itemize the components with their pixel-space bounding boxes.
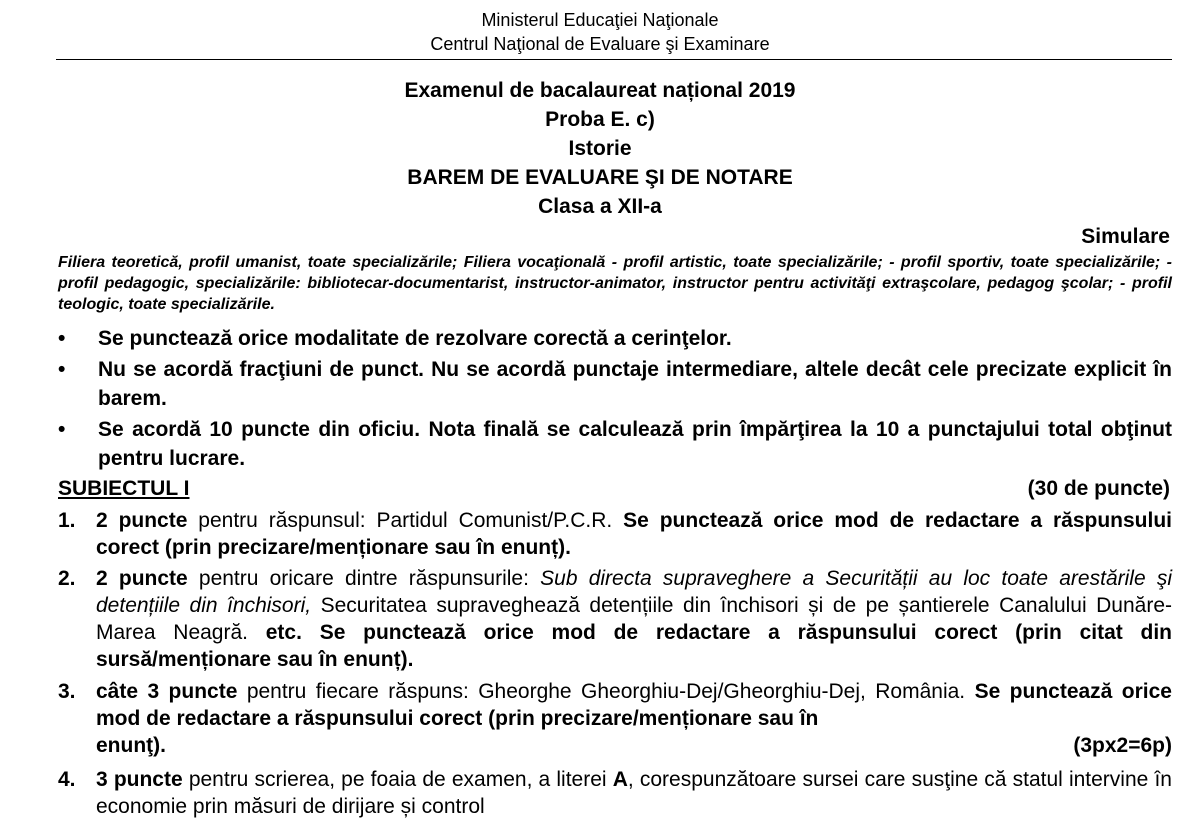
points-label: 2 puncte (96, 567, 188, 590)
rule-text: Se punctează orice modalitate de rezolvare corectă a cerinţelor. (98, 327, 732, 350)
points-label: 3 puncte (96, 768, 183, 791)
subject-title: Istorie (568, 137, 632, 160)
rule-bullet (58, 415, 1172, 473)
grading-note: Se punctează orice mod de redactare a răspunsului corect (prin precizare/menționare sau în (96, 680, 1172, 730)
item-body (96, 565, 1172, 673)
grading-note: etc. Se punctează orice mod de redactare a răspunsului corect (prin citat din sursă/menționare sau în enunț). (96, 621, 1173, 671)
rule-bullet (58, 324, 1172, 353)
answer-item (58, 678, 1172, 759)
rule-bullet (58, 355, 1172, 413)
proba-title: Proba E. c) (545, 108, 655, 131)
answer-letter: A (612, 768, 628, 791)
bullet-icon: • (58, 358, 66, 381)
section-title: SUBIECTUL I (58, 477, 190, 500)
section-points: (30 de puncte) (1027, 477, 1170, 500)
item-body (96, 766, 1172, 820)
item-number: 1. (58, 509, 76, 532)
header-divider (56, 59, 1172, 60)
answer-text: pentru răspunsul: Partidul Comunist/P.C.R. (187, 509, 624, 532)
answer-intro: pentru oricare dintre răspunsurile: (187, 567, 541, 590)
item-footer (96, 732, 1172, 759)
points-label: câte 3 puncte (96, 680, 238, 703)
grading-note: Se punctează orice mod de redactare a răspunsului corect (prin precizare/menționare sau în enunț). (96, 509, 1172, 559)
answer-text: pentru scrierea, pe foaia de examen, a literei (182, 768, 613, 791)
filiera-paragraph: Filiera teoretică, profil umanist, toate specializările; Filiera vocaţională - profil artistic, toate specializările; - profil sportiv, toate specializările; - profil pedagogic, specializările: bibliotecar-documentarist, instructor-animator, instructor pentru activităţi extraşcolare, pedagog şcolar; - profil teologic, toate specializările. (58, 254, 1172, 313)
grading-note-end: enunţ). (96, 734, 166, 757)
section-heading (58, 477, 1170, 501)
bullet-icon: • (58, 418, 66, 441)
answer-text: pentru fiecare răspuns: Gheorghe Gheorghiu-Dej/Gheorghiu-Dej, România. (237, 680, 975, 703)
source-quote: Sub directa supraveghere a Securității au loc toate arestările şi detențiile din închisori, (96, 567, 1172, 617)
answer-item (58, 507, 1172, 561)
answer-text: Securitatea supraveghează detențiile din închisori și de pe șantierele Canalului Dunăre-Marea Neagră. (96, 594, 1172, 644)
item-number: 3. (58, 680, 76, 703)
ministry-name: Ministerul Educaţiei Naţionale (481, 10, 719, 30)
simulation-tag: Simulare (1081, 225, 1170, 248)
exam-title: Examenul de bacalaureat național 2019 (404, 79, 796, 102)
answer-item (58, 565, 1172, 673)
points-formula: (3px2=6p) (1073, 734, 1172, 757)
points-label: 2 puncte (96, 509, 188, 532)
item-number: 2. (58, 567, 76, 590)
answer-item (58, 766, 1172, 820)
center-name: Centrul Naţional de Evaluare şi Examinare (430, 34, 770, 54)
barem-title: BAREM DE EVALUARE ŞI DE NOTARE (407, 166, 793, 189)
rule-text: Nu se acordă fracţiuni de punct. Nu se acordă punctaje intermediare, altele decât cele precizate explicit în barem. (98, 358, 1172, 410)
class-title: Clasa a XII-a (538, 195, 662, 218)
document-titles (0, 76, 1200, 221)
bullet-icon: • (58, 327, 66, 350)
item-body (96, 678, 1172, 759)
answer-text-end: , corespunzătoare sursei care susţine că statul intervine în economie prin măsuri de dirijare și control (96, 768, 1172, 818)
rule-text: Se acordă 10 puncte din oficiu. Nota finală se calculează prin împărţirea la 10 a punctajului total obţinut pentru lucrare. (98, 418, 1172, 470)
item-number: 4. (58, 768, 76, 791)
item-body (96, 507, 1172, 561)
